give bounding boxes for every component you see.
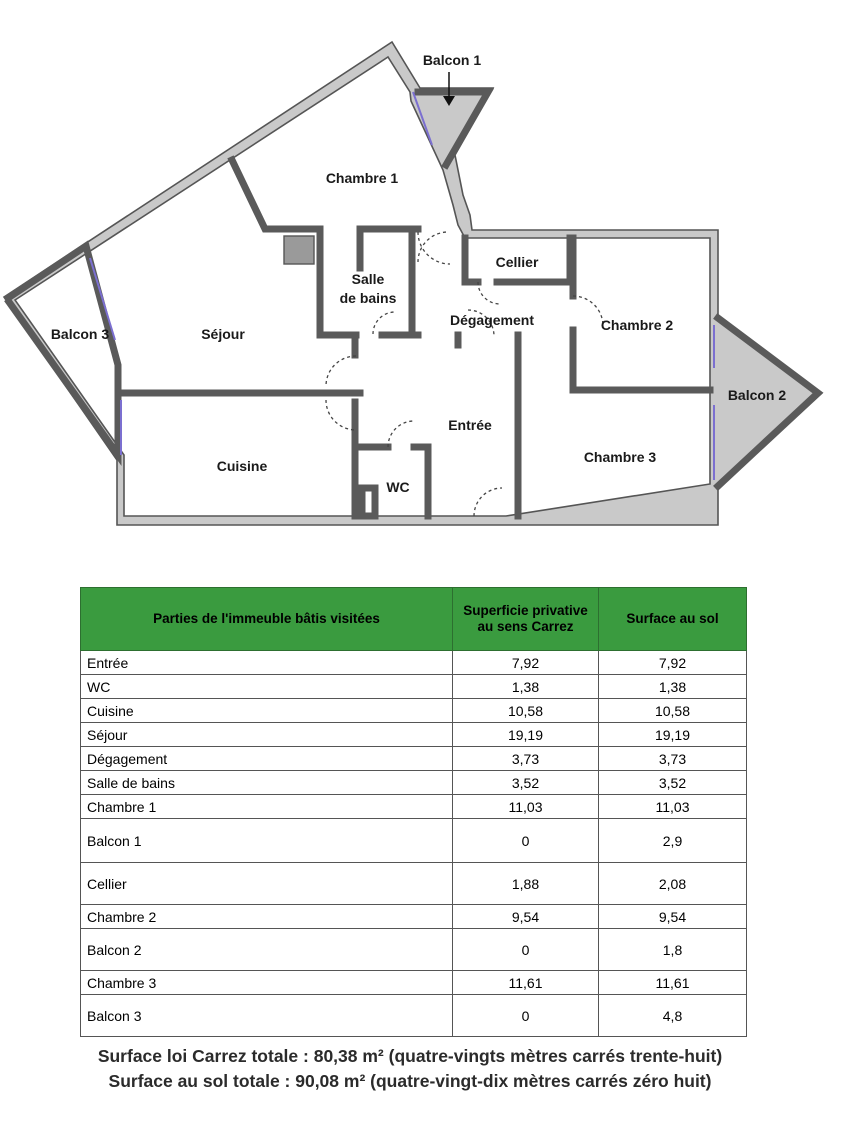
header-carrez: Superficie privative au sens Carrez bbox=[453, 588, 599, 651]
cell-name: Salle de bains bbox=[81, 771, 453, 795]
cell-carrez: 11,61 bbox=[453, 971, 599, 995]
cell-carrez: 1,38 bbox=[453, 675, 599, 699]
cell-carrez: 11,03 bbox=[453, 795, 599, 819]
table-row bbox=[81, 819, 747, 863]
windows bbox=[90, 92, 714, 480]
cell-sol: 10,58 bbox=[599, 699, 747, 723]
label-balcon-2: Balcon 2 bbox=[727, 387, 787, 403]
cell-sol: 9,54 bbox=[599, 905, 747, 929]
label-salle-de-bains-2: de bains bbox=[339, 290, 397, 306]
cell-carrez: 19,19 bbox=[453, 723, 599, 747]
cell-name: Chambre 1 bbox=[81, 795, 453, 819]
label-balcon-3: Balcon 3 bbox=[50, 326, 110, 342]
cell-sol: 11,03 bbox=[599, 795, 747, 819]
total-carrez: Surface loi Carrez totale : 80,38 m² (quatre-vingts mètres carrés trente-huit) bbox=[97, 1046, 723, 1066]
label-entree: Entrée bbox=[448, 417, 492, 433]
table-row bbox=[81, 905, 747, 929]
cell-carrez: 0 bbox=[453, 995, 599, 1037]
label-wc: WC bbox=[386, 479, 410, 495]
cell-carrez: 0 bbox=[453, 929, 599, 971]
cell-sol: 1,8 bbox=[599, 929, 747, 971]
cell-sol: 2,9 bbox=[599, 819, 747, 863]
table-row bbox=[81, 929, 747, 971]
total-sol: Surface au sol totale : 90,08 m² (quatre-vingt-dix mètres carrés zéro huit) bbox=[108, 1071, 712, 1091]
table-body bbox=[81, 651, 747, 1037]
table-row bbox=[81, 723, 747, 747]
cell-carrez: 10,58 bbox=[453, 699, 599, 723]
cell-sol: 19,19 bbox=[599, 723, 747, 747]
cell-sol: 1,38 bbox=[599, 675, 747, 699]
cell-carrez: 3,52 bbox=[453, 771, 599, 795]
label-salle-de-bains-1: Salle bbox=[351, 271, 385, 287]
table-row bbox=[81, 675, 747, 699]
table-row bbox=[81, 747, 747, 771]
surface-table bbox=[80, 587, 747, 1037]
storage-block bbox=[284, 236, 314, 264]
cell-sol: 2,08 bbox=[599, 863, 747, 905]
cell-name: Entrée bbox=[81, 651, 453, 675]
header-sol: Surface au sol bbox=[599, 588, 747, 651]
label-balcon-1: Balcon 1 bbox=[422, 52, 482, 68]
label-chambre-1: Chambre 1 bbox=[325, 170, 399, 186]
cell-sol: 3,73 bbox=[599, 747, 747, 771]
cell-sol: 11,61 bbox=[599, 971, 747, 995]
cell-name: Balcon 1 bbox=[81, 819, 453, 863]
floor-plan bbox=[0, 0, 860, 560]
table-row bbox=[81, 699, 747, 723]
cell-name: Chambre 3 bbox=[81, 971, 453, 995]
label-sejour: Séjour bbox=[201, 326, 245, 342]
cell-name: Dégagement bbox=[81, 747, 453, 771]
cell-name: Séjour bbox=[81, 723, 453, 747]
cell-carrez: 0 bbox=[453, 819, 599, 863]
cell-sol: 3,52 bbox=[599, 771, 747, 795]
table-row bbox=[81, 995, 747, 1037]
table-row bbox=[81, 863, 747, 905]
label-chambre-2: Chambre 2 bbox=[600, 317, 674, 333]
cell-name: Balcon 2 bbox=[81, 929, 453, 971]
cell-carrez: 9,54 bbox=[453, 905, 599, 929]
table-row bbox=[81, 771, 747, 795]
table-row bbox=[81, 795, 747, 819]
cell-sol: 7,92 bbox=[599, 651, 747, 675]
cell-name: Balcon 3 bbox=[81, 995, 453, 1037]
label-cuisine: Cuisine bbox=[216, 458, 268, 474]
cell-name: Cuisine bbox=[81, 699, 453, 723]
header-parties: Parties de l'immeuble bâtis visitées bbox=[81, 588, 453, 651]
table-row bbox=[81, 651, 747, 675]
cell-name: Chambre 2 bbox=[81, 905, 453, 929]
cell-name: WC bbox=[81, 675, 453, 699]
cell-sol: 4,8 bbox=[599, 995, 747, 1037]
cell-name: Cellier bbox=[81, 863, 453, 905]
cell-carrez: 7,92 bbox=[453, 651, 599, 675]
label-chambre-3: Chambre 3 bbox=[583, 449, 657, 465]
table-header-row bbox=[81, 588, 747, 651]
table-row bbox=[81, 971, 747, 995]
label-degagement: Dégagement bbox=[449, 312, 535, 328]
cell-carrez: 3,73 bbox=[453, 747, 599, 771]
label-cellier: Cellier bbox=[495, 254, 539, 270]
cell-carrez: 1,88 bbox=[453, 863, 599, 905]
